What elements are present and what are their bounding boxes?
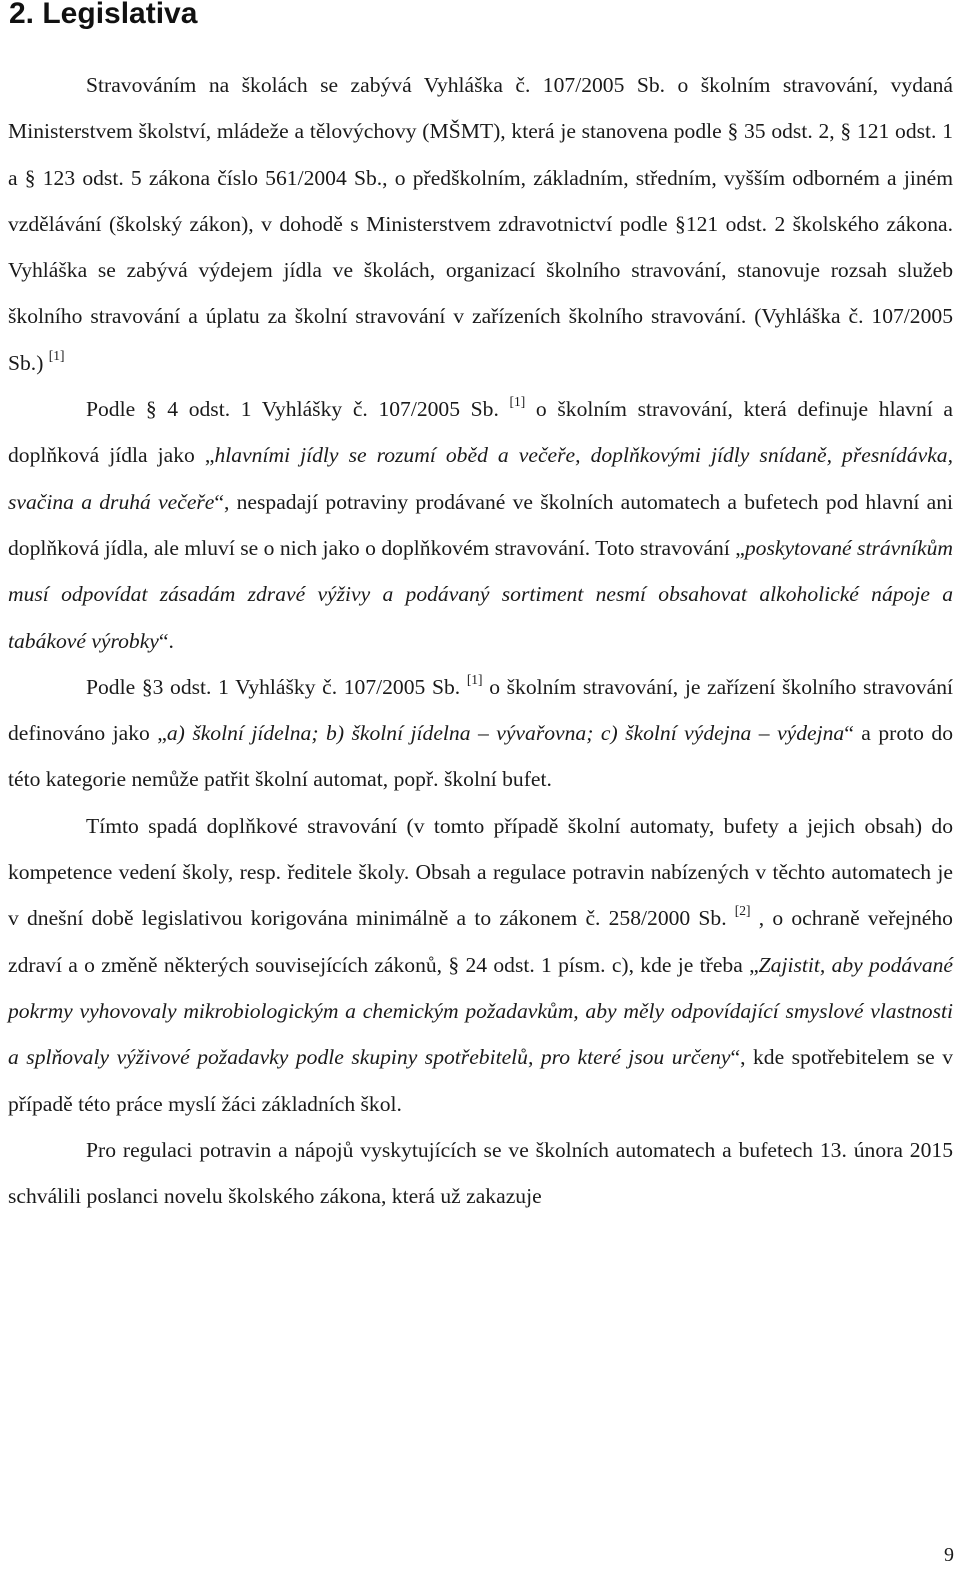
text-run: Tímto spadá doplňkové stravování (v tomto případě školní automaty, bufety a jejich obsah) do kompetence vedení školy, resp. ředitele školy. Obsah a regulace potravin nabízených v těchto automatech je v dnešní době legislativou korigována minimálně a to zákonem č. 258/2000 Sb. — [8, 813, 953, 931]
citation-ref: [1] — [48, 347, 65, 363]
text-run: Stravováním na školách se zabývá Vyhláška č. 107/2005 Sb. o školním stravování, vydaná Ministerstvem školství, mládeže a tělovýchovy (MŠMT), která je stanovena podle § 35 odst. 2, § 121 odst. 1 a § 123 odst. 5 zákona číslo 561/2004 Sb., o předškolním, základním, středním, vyšším odborném a jiném vzdělávání (školský zákon), v dohodě s Ministerstvem zdravotnictví podle §121 odst. 2 školského zákona. Vyhláška se zabývá výdejem jídla ve školách, organizací školního stravování, stanovuje rozsah služeb školního stravování a úplatu za školní stravování v zařízeních školního stravování. (Vyhláška č. 107/2005 Sb.) — [8, 73, 953, 375]
text-run: Pro regulaci potravin a nápojů vyskytujících se ve školních automatech a bufetech 13. února 2015 schválili poslanci novelu školského zákona, která už zakazuje — [8, 1137, 953, 1209]
text-run: , o ochraně veřejného zdraví a o změně některých souvisejících zákonů, § 24 odst. 1 písm. c), kde je třeba „ — [8, 906, 953, 977]
paragraph-1 — [8, 62, 953, 386]
citation-ref: [1] — [466, 671, 483, 687]
paragraph-2 — [8, 386, 953, 664]
quoted-text: hlavními jídly se rozumí oběd a večeře, doplňkovými jídly snídaně, přesnídávka, svačina a druhá večeře — [8, 443, 953, 514]
text-run: “. — [158, 628, 174, 653]
citation-ref: [2] — [734, 903, 751, 919]
text-run: “ a proto do této kategorie nemůže patřit školní automat, popř. školní bufet. — [8, 721, 953, 792]
text-run: Podle § 4 odst. 1 Vyhlášky č. 107/2005 Sb. — [86, 397, 510, 422]
page-number: 9 — [944, 1544, 954, 1566]
text-run: “, nespadají potraviny prodávané ve školních automatech a bufetech pod hlavní ani doplňková jídla, ale mluví se o nich jako o doplňkovém stravování. Toto stravování „ — [8, 489, 954, 560]
quoted-text: a) školní jídelna; b) školní jídelna – vývařovna; c) školní výdejna – výdejna — [166, 721, 845, 746]
paragraph-3 — [8, 664, 953, 803]
text-run: o školním stravování, která definuje hlavní a doplňková jídla jako „ — [8, 397, 953, 468]
citation-ref: [1] — [509, 394, 526, 410]
quoted-text: poskytované strávníkům musí odpovídat zásadám zdravé výživy a podávaný sortiment nesmí obsahovat alkoholické nápoje a tabákové výrobky — [8, 535, 953, 653]
text-run: “, kde spotřebitelem se v případě této práce myslí žáci základních škol. — [8, 1045, 953, 1116]
text-run: Podle §3 odst. 1 Vyhlášky č. 107/2005 Sb. — [86, 674, 467, 699]
paragraph-4 — [8, 803, 953, 1127]
section-heading: 2. Legislativa — [9, 0, 198, 30]
paragraph-5 — [8, 1127, 953, 1220]
body-text — [8, 62, 953, 1219]
text-run: o školním stravování, je zařízení školního stravování definováno jako „ — [8, 674, 953, 746]
quoted-text: Zajistit, aby podávané pokrmy vyhovovaly mikrobiologickým a chemickým požadavkům, aby měly odpovídající smyslové vlastnosti a splňovaly výživové požadavky podle skupiny spotřebitelů, pro které jsou určeny — [8, 952, 953, 1070]
